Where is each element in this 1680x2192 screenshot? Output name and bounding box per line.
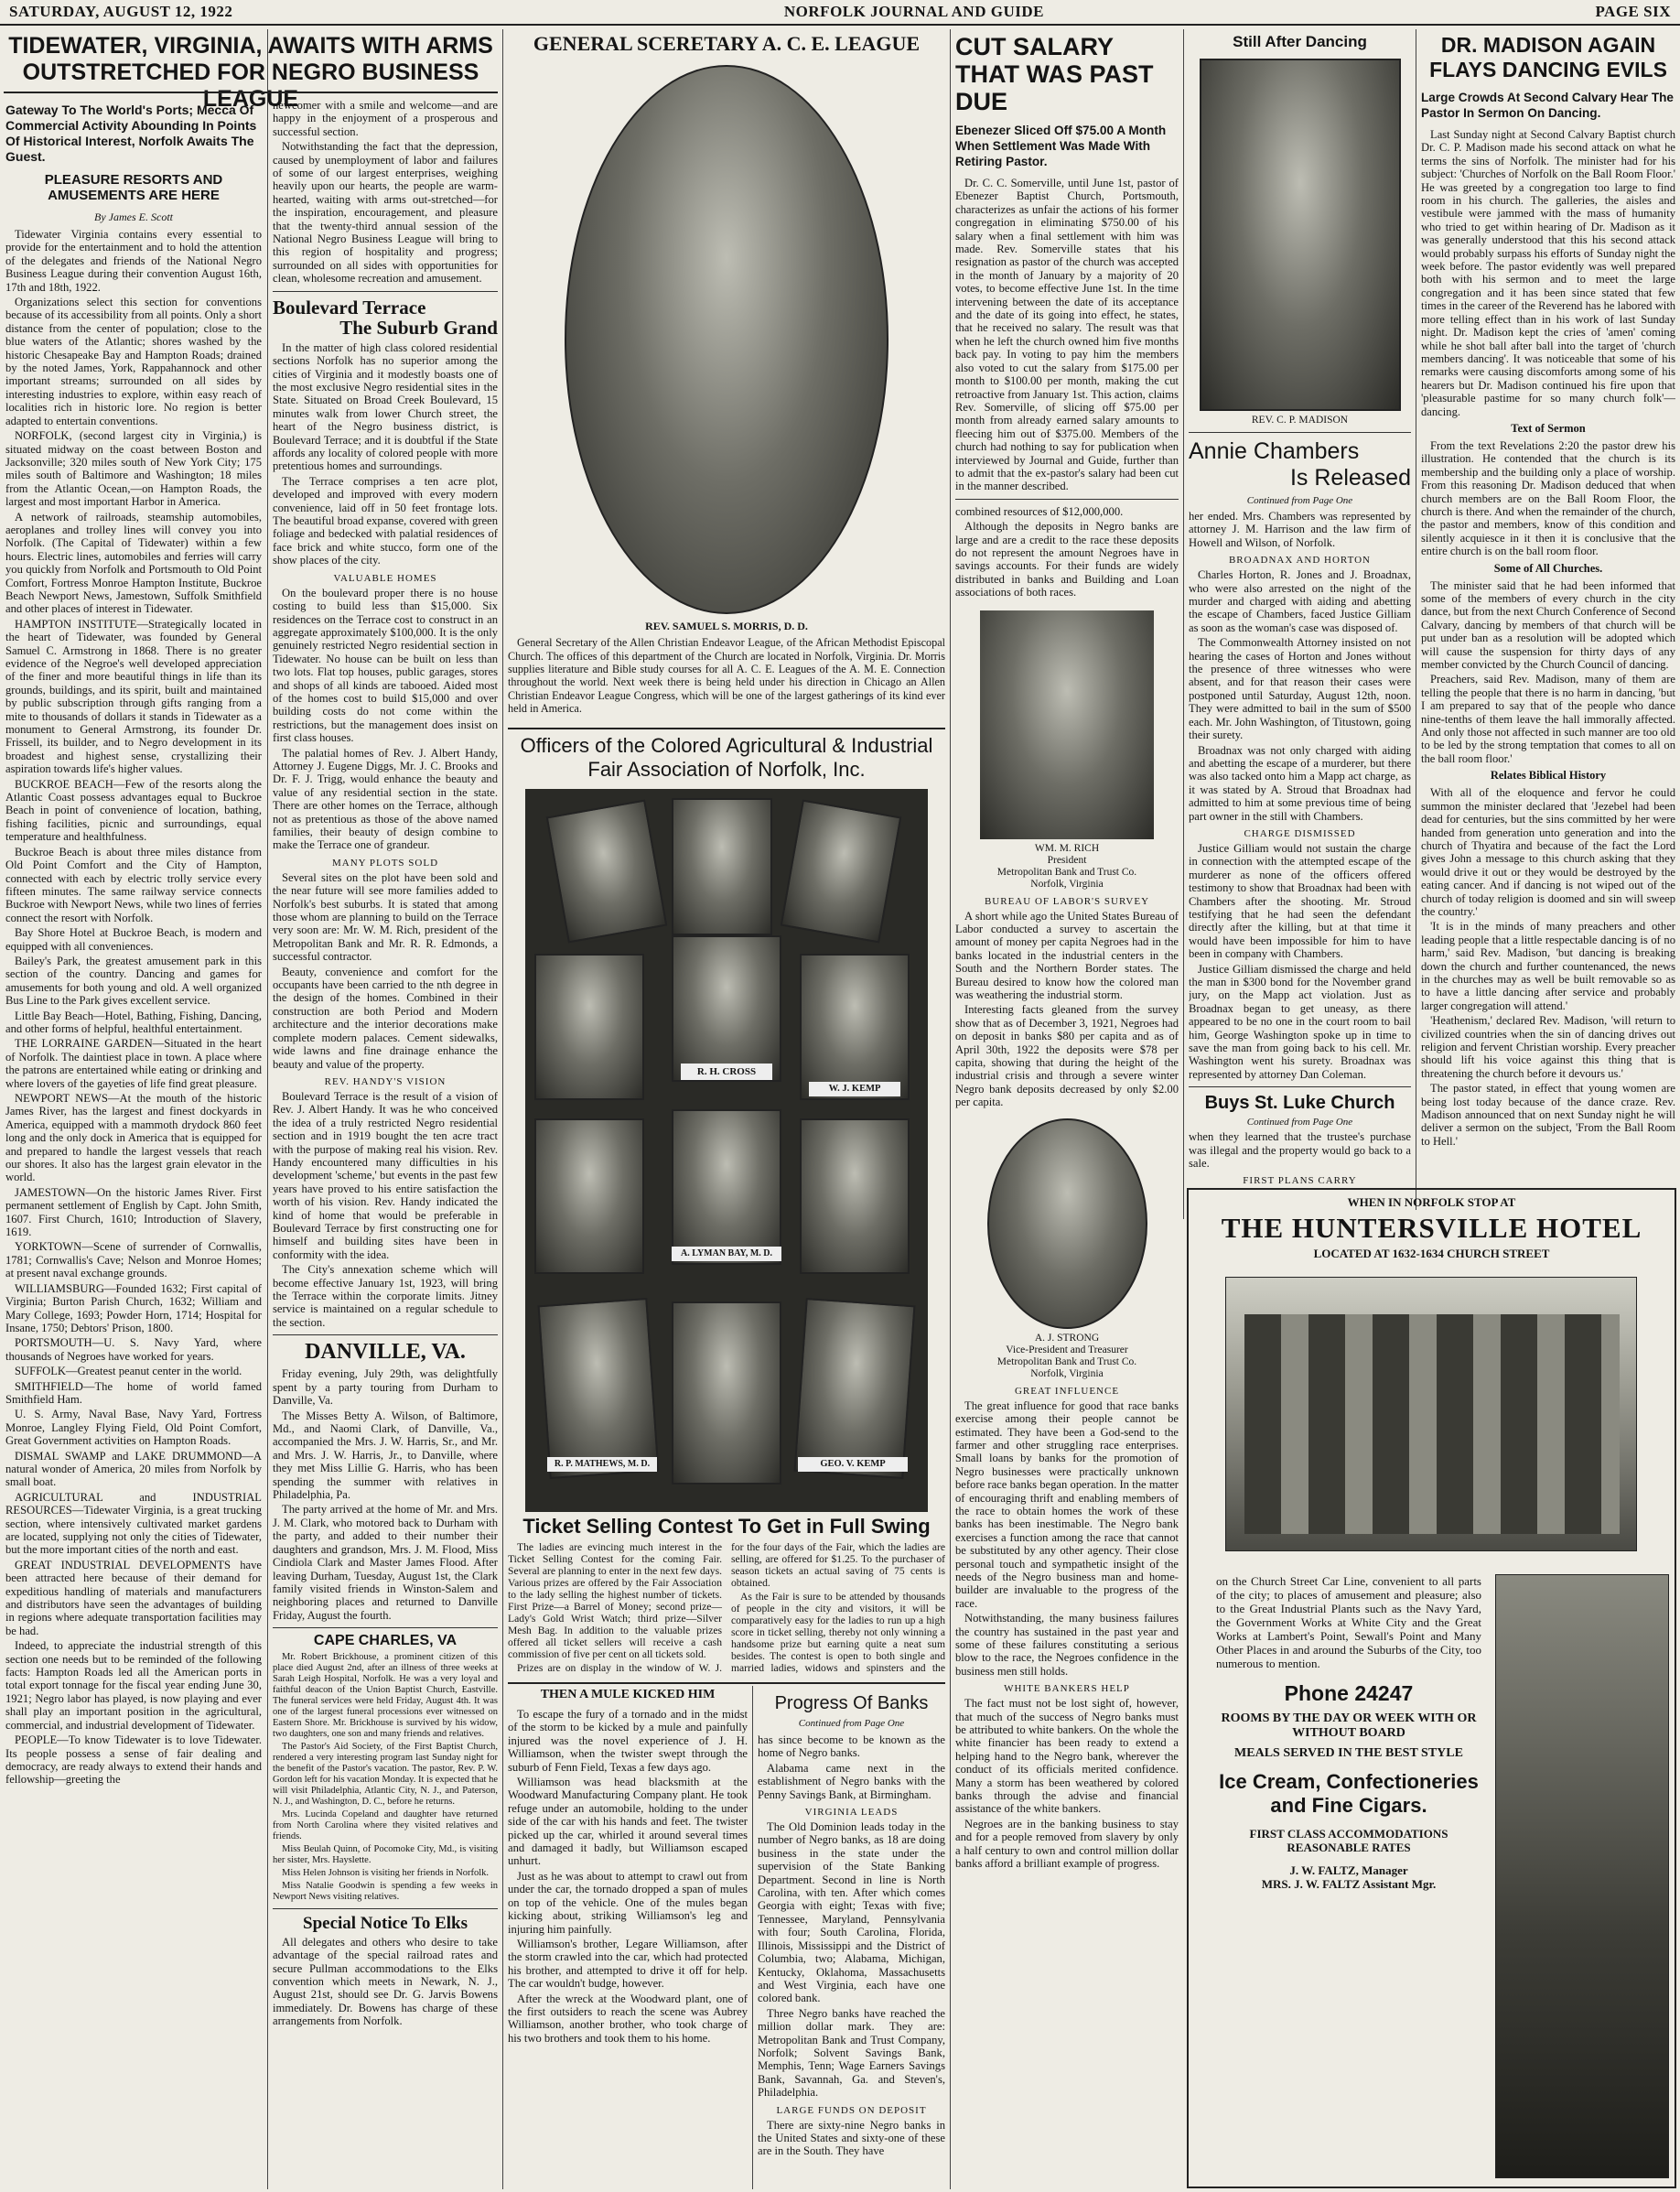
- ticket-para: for the four days of the Fair, which the ladies are selling, are offered for $1.25. To the purchaser of season tickets an actual saving of 75 cents is obtained.: [731, 1541, 945, 1589]
- tidewater-para: U. S. Army, Naval Base, Navy Yard, Fortress Monroe, Langley Flying Field, Old Point Comfort, Great Government activities on Hampton Roads.: [5, 1408, 262, 1448]
- officer-photo: [534, 1118, 644, 1274]
- madison-para: The pastor stated, in effect that young women are being lost today because of the dance craze. Rev. Madison announced that on next Sunday night he will deliver a sermon on the subject, 'From the Ball Room to Hell.': [1421, 1082, 1675, 1148]
- rich-caption: President: [1047, 854, 1087, 866]
- tidewater-para: NORFOLK, (second largest city in Virginia,) is situated midway on the coast between Boston and Jacksonville; 320 miles south of New York City; 175 miles south of Baltimore and Washington; 18 miles from the Atlantic Ocean,—on Hampton Roads, the largest and most important Harbor in America.: [5, 429, 262, 509]
- madison-section: Text of Sermon: [1511, 421, 1586, 435]
- tidewater-para: PORTSMOUTH—U. S. Navy Yard, where thousands of Negroes have worked for years.: [5, 1336, 262, 1363]
- progress-para: Alabama came next in the establishment of Negro banks with the Penny Savings Bank, at Birmingham.: [758, 1761, 945, 1801]
- cape-para: Miss Natalie Goodwin is spending a few weeks in Newport News visiting relatives.: [273, 1880, 498, 1902]
- tidewater-cont-para: Notwithstanding the fact that the depression, caused by unemployment of labor and failures of some of our largest enterprises, weighing heavily upon our hearts, the people are warm-hearted, waiting with arms out-stretched—for the inspiration, encouragement, and pleasure that the twenty-third annual session of the National Negro Business League will bring to this region of hospitality and progress; surrounded on all sides with opportunities for clean, wholesome recreation and amusement.: [273, 140, 498, 286]
- danville-para: The Misses Betty A. Wilson, of Baltimore, Md., and Naomi Clark, of Danville, Va., accompanied the Mrs. J. W. Harris, Sr., and Mr. and Mrs. J. W. Harris, Jr., to Danville, where they met Miss Lillie G. Harris, who has been spending the summer with relatives in Philadelphia, Pa.: [273, 1409, 498, 1502]
- officer-photo: [672, 798, 772, 935]
- progress-section: LARGE FUNDS ON DEPOSIT: [776, 2104, 927, 2116]
- danville-para: The party arrived at the home of Mr. and Mrs. J. M. Clark, who motored back to Durham with the party, and added to their number their daughters and grandson, Mrs. J. M. Flood, Miss Cindiola Clark and Master James Flood. After leaving Durham, Tuesday, August 1st, the Clark family visited friends in Winston-Salem and neighboring places and returned to Danville Friday, August the fourth.: [273, 1503, 498, 1622]
- madison-para: From the text Revelations 2:20 the pastor drew his illustration. He contended that the church is its membership and the building only a place of worship. From this reasoning Dr. Madison deduced that when church members are on the Ball Room Floor, the church is there. And when the remainder of the church, the pastor and members, know of this condition and silently acquiesce in it then it is conclusive that the entire church is on the ball room floor.: [1421, 438, 1675, 558]
- progress-section: VIRGINIA LEADS: [804, 1807, 899, 1819]
- dancing-photo-headline: Still After Dancing: [1233, 33, 1367, 50]
- hotel-photo: [1225, 1277, 1637, 1551]
- annie-para: Charles Horton, R. Jones and J. Broadnax, who were also arrested on the night of the murder and charged with aiding and abetting the escape of Chambers, faced Justice Gilliam as soon as the woman's case was disposed of.: [1189, 568, 1411, 634]
- tidewater-para: THE LORRAINE GARDEN—Situated in the heart of Norfolk. The daintiest place in town. A place where the patrons are entertained while eating or drinking and where lovers of the gayeties of life find great pleasure.: [5, 1037, 262, 1090]
- cape-para: Mrs. Lucinda Copeland and daughter have returned from North Carolina where they visited relatives and friends.: [273, 1809, 498, 1841]
- strong-caption: Vice-President and Treasurer: [1006, 1344, 1128, 1355]
- rich-portrait: [980, 610, 1154, 839]
- boulevard-para: On the boulevard proper there is no house costing to build less than $15,000. Six residences on the Terrace cost to construct in an aggregate approximately $100,000. It is the only genuinely restricted Negro residential section in Tidewater. No house can be built on less than two lots. Flat top houses, public garages, stores and shops of all kinds are tabooed. Aided most of the homes cost to build $15,000 and over building costs do not come within the restrictions, but the management does insist on first class houses.: [273, 586, 498, 745]
- mule-para: Williamson was head blacksmith at the Woodward Manufacturing Company plant. He took refuge under an automobile, holding to the under side of the car with his hands and feet. The twister picked up the car, whirled it around several times and damaged it badly, but Williamson escaped unhurt.: [508, 1776, 748, 1868]
- annie-headline-1: Annie Chambers: [1189, 438, 1360, 464]
- madison-deck: Large Crowds At Second Calvary Hear The Pastor In Sermon On Dancing.: [1421, 91, 1674, 120]
- madison-para: Last Sunday night at Second Calvary Baptist church Dr. C. P. Madison made his second attack on what he terms the sins of Norfolk. The minister had for his subject: 'Churches of Norfolk on the Ball Room Floor.' He was greeted by a congregation too large to find room in his church. The galleries, the aisles and vestibule were jammed with the mass of humanity who tried to get within hearing of Dr. Madison as it was generally understood that this his second attack would probably surpass his efforts of Sunday night the week before. The pastor evidently was well prepared both with his sermon and to meet the large congregation and it has been since stated that few times in the career of the Reverend has he labored with more telling effect than in his work of last Sunday night. Dr. Madison kept the cries of 'amen' coming while he shot ball after ball into the target of 'church members dancing'. It was noticeable that some of his remarks were causing discomforts among some of his hearers but Dr. Madison continued his fire upon that 'pleasurable pastime for so many church folk'—dancing.: [1421, 128, 1675, 418]
- tidewater-para: YORKTOWN—Scene of surrender of Cornwallis, 1781; Cornwallis's Cave; Nelson and Monroe Homes; at present naval exchange grounds.: [5, 1240, 262, 1280]
- masthead-date: SATURDAY, AUGUST 12, 1922: [9, 3, 233, 20]
- divider: [273, 1908, 498, 1909]
- elks-headline: Special Notice To Elks: [303, 1913, 468, 1933]
- madison-headline: DR. MADISON AGAIN FLAYS DANCING EVILS: [1429, 33, 1667, 81]
- divider: [955, 499, 1179, 500]
- tidewater-para: Indeed, to appreciate the industrial strength of this section one needs but to be reminded of the following facts: Hampton Roads led all the American ports in total export tonnage for the fiscal year ending June 30, 1921; Negro labor has played, is now playing and ever shall play an important position in the agricultural, commercial, and industrial development of Tidewater.: [5, 1639, 262, 1732]
- boulevard-para: Beauty, convenience and comfort for the occupants have been carried to the nth degree in the design of the homes. Combined in their construction are both Period and Modern architecture and the interior decorations make complete modern palaces. Cement sidewalks, wide lawns and fine drainage enhance the beauty and value of the property.: [273, 965, 498, 1071]
- tidewater-para: SUFFOLK—Greatest peanut center in the world.: [15, 1365, 242, 1378]
- annie-cont: Continued from Page One: [1246, 495, 1353, 506]
- boulevard-section: VALUABLE HOMES: [333, 572, 437, 584]
- banks-para: Although the deposits in Negro banks are large and are a credit to the race these deposits do not represent the amount Negroes have in savings accounts. For their funds are widely distributed in banks and Building and Loan associations of both races.: [955, 520, 1179, 599]
- officer-label: R. H. CROSS: [681, 1064, 772, 1080]
- officer-photo: [672, 1109, 781, 1265]
- tidewater-para: Organizations select this section for conventions because of its accessibility from all points. Only a short distance from the center of population; close to the blue waters of the Atlantic; shores washed by the historic Chesapeake Bay and Hampton Roads; drained by the noted James, York, Rappahannock and other important streams; surrounded on all sides by interesting industries to explore, within easy reach of localities rich in historic lore. No region is better adapted to entertain conventions.: [5, 296, 262, 427]
- cape-para: Mr. Robert Brickhouse, a prominent citizen of this place died August 2nd, after an illness of three weeks at Sarah Leigh Hospital, Norfolk. He was a very loyal and faithful deacon of the Union Baptist Church, Eastville. The funeral services were held Friday, August 4th. It was one of the largest funeral processions ever witnessed on Eastern Shore. Mr. Brickhouse is survived by his widow, two daughters, one son and many friends and relatives.: [273, 1651, 498, 1739]
- madison-para: With all of the eloquence and fervor he could summon the minister declared that 'Jezebel had been dead for centuries, but the sins committed by her were handed from generation unto generation and into the church of Thyatira and because of the fact the Lord gives John a message to this church asking that they would drive it out or they would be destroyed by the eating cancer. And if dancing is not wiped out of the church of today religion is doomed and sin will sweep the country.': [1421, 786, 1675, 918]
- hotel-location: LOCATED AT 1632-1634 CHURCH STREET: [1313, 1247, 1550, 1260]
- annie-headline-2: Is Released: [1289, 465, 1411, 491]
- salary-headline: CUT SALARY THAT WAS PAST DUE: [955, 33, 1154, 115]
- ace-story: [508, 33, 945, 747]
- ticket-headline: Ticket Selling Contest To Get in Full Swing: [522, 1515, 931, 1538]
- officer-label: A. LYMAN BAY, M. D.: [672, 1247, 781, 1261]
- cape-para: The Pastor's Aid Society, of the First Baptist Church, rendered a very interesting program last Sunday night for the benefit of the Pastor's vacation. The pastor, Rev. P. W. Gordon left for his vacation Monday. It is expected that he will visit Philadelphia, Atlantic City, N. J., and Paterson, N. J., and Washington, D. C., before he returns.: [273, 1741, 498, 1807]
- hotel-building: [1244, 1314, 1620, 1534]
- banks-section: BUREAU OF LABOR'S SURVEY: [984, 895, 1150, 907]
- officer-label: R. P. MATHEWS, M. D.: [547, 1457, 657, 1472]
- madison-column: [1421, 33, 1675, 1186]
- tidewater-para: JAMESTOWN—On the historic James River. First permanent settlement of English by Capt. John Smith, 1607. First Church, 1610; Introduction of Slavery, 1619.: [5, 1185, 262, 1239]
- annie-para: her ended. Mrs. Chambers was represented by attorney J. M. Harrison and the law firm of Howell and Wilson, of Norfolk.: [1189, 510, 1411, 549]
- progress-headline: Progress Of Banks: [774, 1693, 929, 1713]
- officer-photo: [800, 954, 910, 1100]
- tidewater-para: HAMPTON INSTITUTE—Strategically located in the heart of Tidewater, was founded by General Samuel C. Armstrong in 1868. There is no greater evidence of the Negroe's well developed appreciation of the finer and more beautiful things in life than its grounds, buildings, and its spirit, built and maintained by public subscription through gifts ranging from a mite to thousands of dollars it stands in Tidewater as a monument to General Armstrong, its founder Dr. Frissell, its builder, and to Negro development in its broadest and highest sense, crystallizing their aspiration towards life's higher values.: [5, 617, 262, 776]
- cape-headline: CAPE CHARLES, VA: [313, 1633, 458, 1649]
- stluke-cont: Continued from Page One: [1246, 1117, 1353, 1128]
- morris-portrait: [565, 65, 888, 614]
- ticket-para: As the Fair is sure to be attended by thousands of people in the city and visitors, it will be comparatively easy for the ladies to run up a high score in ticket selling, thereby not only winning a handsome prize but earning quite a neat sum besides. The contest is open to both single and married ladies, widows and spinsters and the: [731, 1591, 945, 1674]
- tidewater-para: Little Bay Beach—Hotel, Bathing, Fishing, Dancing, and other forms of helpful, healthful entertainment.: [5, 1009, 262, 1035]
- hotel-desc: on the Church Street Car Line, convenient to all parts of the city; to places of amusement and pleasure; also to the Great Industrial Plants such as the Navy Yard, the Government Works at White City and the Great Works at Lambert's Point, Sewall's Point and Many Other Places in and around the Suburbs of the City, too numerous to mention.: [1216, 1574, 1481, 1670]
- officer-photo: [794, 1298, 916, 1479]
- salary-column: [955, 33, 1179, 2188]
- ticket-body: [508, 1541, 945, 1675]
- annie-section: BROADNAX AND HORTON: [1228, 555, 1372, 567]
- madison-section: Relates Biblical History: [1490, 769, 1607, 783]
- divider: [1189, 1086, 1411, 1087]
- danville-para: Friday evening, July 29th, was delightfully spent by a party touring from Durham to Danville, Va.: [273, 1367, 498, 1408]
- tidewater-para: Buckroe Beach is about three miles distance from Old Point Comfort and the City of Hampton, connected with each by electric trolly service every fifteen minutes. The same railway service connects Buckroe with Newport News, while two lines of ferries connect the resort with Norfolk.: [5, 845, 262, 924]
- divider: [273, 1627, 498, 1628]
- tidewater-cont-para: newcomer with a smile and welcome—and are happy in the enjoyment of a prosperous and successful section.: [273, 99, 498, 138]
- boulevard-section: REV. HANDY'S VISION: [324, 1075, 447, 1087]
- mule-para: To escape the fury of a tornado and in the midst of the storm to be kicked by a mule and painfully injured was the novel experience of J. H. Williamson, when the twister swept through the suburb of Fenn Field, Texas a few days ago.: [508, 1708, 748, 1774]
- madison-para: 'Heathenism,' declared Rev. Madison, 'will return to civilized countries when the sin of dancing drives out religion and fervent Christian worship. Every preacher should lift his voice against this thing that is threatening the church before it devours us.': [1421, 1014, 1675, 1080]
- divider: [508, 1682, 945, 1684]
- tidewater-para: PEOPLE—To know Tidewater is to love Tidewater. Its people possess a sense of fair dealing and democracy, are ready always to extend their hands and fellowship—greeting the: [5, 1733, 262, 1787]
- banks-para: A short while ago the United States Bureau of Labor conducted a survey to ascertain the amount of money per capita Negroes had in the banks located in the industrial centers in the South and the Northern Border states. The Bureau desired to know how the colored man was weathering the industrial storm.: [955, 909, 1179, 1002]
- strong-caption: Norfolk, Virginia: [1030, 1367, 1104, 1379]
- masthead: [0, 0, 1680, 26]
- madison-para: Preachers, said Rev. Madison, many of them are telling the people that there is no harm in dancing, 'but I am prepared to say that of the people who dance nine-tenths of them leave the hall immorally affected. And only those not affected in such manner are too old to be led by the strong temptation that comes to all on the ball room floor.': [1421, 673, 1675, 765]
- officer-photo: [538, 1298, 660, 1479]
- headline-rule: [4, 92, 498, 93]
- cape-para: Miss Helen Johnson is visiting her friends in Norfolk.: [282, 1867, 490, 1878]
- ticket-col: [731, 1541, 945, 1675]
- strong-caption: Metropolitan Bank and Trust Co.: [996, 1355, 1137, 1367]
- hotel-cigars: Ice Cream, Confectioneries and Fine Cigars.: [1219, 1770, 1479, 1817]
- annie-para: The Commonwealth Attorney insisted on not hearing the cases of Horton and Jones without the presence of three witnesses who were absent, and for that reason their cases were postponed until Saturday, August 12th, noon. They were admitted to bail in the sum of $500 each. Mr. John Washington, of Titustown, going their surety.: [1189, 636, 1411, 742]
- tidewater-para: DISMAL SWAMP and LAKE DRUMMOND—A natural wonder of America, 20 miles from Norfolk by small boat.: [5, 1449, 262, 1489]
- ace-caption: REV. SAMUEL S. MORRIS, D. D.: [645, 620, 808, 633]
- banks-para: Notwithstanding, the many business failures the country has sustained in the past year and some of these failures constituting a serious blow to the race, the Negroes confidence in the business men still holds.: [955, 1612, 1179, 1678]
- hotel-ad: [1187, 1188, 1676, 2188]
- hotel-text: [1216, 1574, 1481, 1891]
- ace-para: General Secretary of the Allen Christian Endeavor League, of the African Methodist Episcopal Church. The offices of this department of the Church are located in Norfolk, Virginia. Dr. Morris supplies literature and Bible study courses for all A. C. E. Leagues of the A. M. E. Connection throughout the world. Next week there is being held under his direction in Chicago an Allen Christian Endeavor League Congress, which will be one of the largest gatherings of its kind ever held in America.: [508, 636, 945, 716]
- masthead-page: PAGE SIX: [1595, 3, 1671, 20]
- column-6: [1189, 33, 1411, 1186]
- ticket-para: Prizes are on display in the window of W. J.: [517, 1662, 722, 1674]
- annie-para: Justice Gilliam dismissed the charge and held the man in $300 bond for the November grand jury, on the Mapp act violation. Just as Broadnax began to get uneasy, as there appeared to be no one in the court room to bail him, George Washington spoke up in time to save the man from going back to his cell. Mr. Washington went his surety. Broadnax was represented by attorney Dan Coleman.: [1189, 962, 1411, 1081]
- stluke-headline: Buys St. Luke Church: [1204, 1093, 1395, 1114]
- boulevard-headline-1: Boulevard Terrace: [273, 296, 426, 319]
- boulevard-para: The palatial homes of Rev. J. Albert Handy, Attorney J. Eugene Diggs, Mr. J. C. Brooks and Dr. F. J. Trigg, would enhance the beauty and value of any residential section in the state. There are other homes on the Terrace, although not as pretentious as those of the above named families, their beauty of design combine to make the Terrace one of grandeur.: [273, 746, 498, 852]
- officer-photo: [672, 935, 781, 1082]
- hotel-mgr: MRS. J. W. FALTZ Assistant Mgr.: [1261, 1877, 1437, 1891]
- tidewater-column-1: [5, 99, 262, 2190]
- mule-story: [508, 1688, 748, 2189]
- madison-section: Some of All Churches.: [1493, 561, 1603, 575]
- boulevard-para: Several sites on the plot have been sold and the near future will see more families added to Norfolk's best suburbs. It is stated that among those whom are planning to build on the Terrace very soon are: Mr. W. M. Rich, president of the Metropolitan Bank and Mr. R. R. Edmonds, a successful contractor.: [273, 870, 498, 964]
- fair-collage: [525, 789, 928, 1512]
- rich-caption: Metropolitan Bank and Trust Co.: [996, 866, 1137, 878]
- hotel-rooms: ROOMS BY THE DAY OR WEEK WITH OR WITHOUT BOARD: [1221, 1711, 1477, 1740]
- tidewater-para: Bay Shore Hotel at Buckroe Beach, is modern and equipped with all conveniences.: [5, 926, 262, 953]
- tidewater-headline: TIDEWATER, VIRGINIA, AWAITS WITH ARMS OUTSTRETCHED FOR NEGRO BUSINESS LEAGUE: [8, 33, 493, 112]
- banks-para: Negroes are in the banking business to stay and for a people removed from slavery by only a half century to own and control million dollar banks afford a brilliant example of progress.: [955, 1817, 1179, 1871]
- ace-headline: GENERAL SCERETARY A. C. E. LEAGUE: [533, 33, 921, 55]
- tidewater-deck: Gateway To The World's Ports; Mecca Of Commercial Activity Abounding In Points Of Historical Interest, Norfolk Awaits The Guest.: [5, 103, 257, 164]
- banks-para: combined resources of $12,000,000.: [955, 504, 1124, 518]
- ticket-story: [508, 1515, 945, 1675]
- officer-photo: [672, 1301, 781, 1485]
- tidewater-para: GREAT INDUSTRIAL DEVELOPMENTS have been attracted here because of their demand for expeditious handling of materials and manufacturers and distributors have seen the advantages of building in regions where adequate transportation facilities may be had.: [5, 1558, 262, 1637]
- elks-para: All delegates and others who desire to take advantage of the special railroad rates and secure Pullman accommodations to the Elks convention which meets in Newark, N. J., August 21st, should see Dr. G. Jarvis Bowens immediately. Dr. Bowens has charge of these arrangements from Norfolk.: [273, 1935, 498, 2028]
- tidewater-para: NEWPORT NEWS—At the mouth of the historic James River, has the largest and finest dockyards in America, equipped with a mammoth drydock 860 feet long and the only dock in America that is equipped for and prepared to handle the largest vessels that reach our shores. It also has the largest grain elevator in the world.: [5, 1092, 262, 1184]
- annie-para: Justice Gilliam would not sustain the charge in connection with the attempted escape of the murderer as none of the officers offered testimony to show that Broadnax had been with Chambers after the shooting. Mr. Stroud testifying that he had seen the defendant directly after the killing, but at that time it would have been impossible for him to have been in company with Chambers.: [1189, 841, 1411, 961]
- fair-headline: Officers of the Colored Agricultural & Industrial Fair Association of Norfolk, Inc.: [520, 734, 933, 781]
- boulevard-para: The Terrace comprises a ten acre plot, developed and improved with every modern convenience, laid off in 50 feet frontage lots. The beautiful broad expanse, covered with green foliage and bedecked with palatial residences of face brick and white stucco, form one of the show places of the city.: [273, 474, 498, 567]
- strong-caption: A. J. STRONG: [1034, 1332, 1100, 1344]
- divider: [273, 291, 498, 292]
- progress-para: has since become to be known as the home of Negro banks.: [758, 1733, 945, 1760]
- column-rule: [1183, 29, 1184, 1219]
- ticket-col: [508, 1541, 722, 1675]
- boulevard-headline-2: The Suburb Grand: [339, 316, 498, 339]
- annie-section: CHARGE DISMISSED: [1244, 827, 1356, 839]
- divider: [273, 1334, 498, 1335]
- masthead-paper: NORFOLK JOURNAL AND GUIDE: [783, 3, 1044, 20]
- tidewater-para: Tidewater Virginia contains every essential to provide for the entertainment and to hold the attention of the delegates and friends of the National Negro Business League during their convention August 16th, 17th and 18th, 1922.: [5, 228, 262, 294]
- banks-section: GREAT INFLUENCE: [1014, 1385, 1120, 1397]
- madison-para: 'It is in the minds of many preachers and other leading people that a little respectable dancing is of no harm,' said Rev. Madison, 'but dancing is breaking down the church and further countenanced, the news in the churches may as well be built removable so as to have a little dancing after service and probably larger congregation will attend.': [1421, 920, 1675, 1012]
- annie-para: Broadnax was not only charged with aiding and abetting the escape of a murderer, but there was also tacked onto him a Mapp act charge, as it was stated by A. Stroud that Broadnax had admitted to him at some previous time of being part owner in the still with Chambers.: [1189, 743, 1411, 823]
- boulevard-section: MANY PLOTS SOLD: [331, 857, 439, 869]
- banks-section: WHITE BANKERS HELP: [1004, 1683, 1130, 1695]
- strong-portrait: [987, 1118, 1147, 1329]
- column-rule: [502, 29, 503, 2189]
- divider: [508, 728, 945, 729]
- tidewater-byline: By James E. Scott: [94, 211, 173, 223]
- rich-caption: WM. M. RICH: [1034, 842, 1100, 854]
- tidewater-para: A network of railroads, steamship automobiles, aeroplanes and trolley lines will convey you into Norfolk. (The Capital of Tidewater) within a few hours. Electric lines, automobiles and ferries will carry you quickly from Norfolk and Portsmouth to Old Point Comfort, Fortress Monroe Hampton Institute, Buckroe Beach Newport News, Jamestown, Suffolk Smithfield and other places of interest in Tidewater.: [5, 510, 262, 616]
- danville-headline: DANVILLE, VA.: [305, 1340, 466, 1365]
- officer-photo: [781, 800, 902, 944]
- column-rule: [752, 1686, 753, 2189]
- progress-para: Three Negro banks have reached the million dollar mark. They are: Metropolitan Bank and Trust Company, Norfolk; Solvent Savings Bank, Memphis, Tenn; Wage Earners Savings Bank, Savannah, Ga. and Steven's, Philadelphia.: [758, 2006, 945, 2100]
- salary-para: Dr. C. C. Somerville, until June 1st, pastor of Ebenezer Baptist Church, Portsmouth, characterizes as unfair the actions of his former congregation in eliminating $750.00 of his salary when a final settlement with him was made. Rev. Somerville states that his resignation as pastor of the church was accepted in the month of January by a majority of 20 votes, to become effective June 1st. In the time intervening between the date of its acceptance and the date of its going into effect, he states, that he received no salary. The result was that when he left the church owned him five months back pay. In voting to pay him the members also voted to cut the salary from $175.00 per month to $100.00 per month, making the cut retroactive from January 1st. This action, claims Rev. Somerville, of slicing off $75.00 per month from already earned salary amounts to fleecing him out of $375.00. Members of the church had nothing to say for publication when interviewed by Journal and Guide, further than to admit that the ex-pastor's salary had been cut in the manner described.: [955, 177, 1179, 493]
- fair-officers: [508, 734, 945, 1512]
- tidewater-subhead: PLEASURE RESORTS AND AMUSEMENTS ARE HERE: [44, 172, 223, 203]
- officer-label: W. J. KEMP: [809, 1082, 900, 1096]
- banks-para: Interesting facts gleaned from the survey show that as of December 3, 1921, Negroes had on deposit in banks $80 per capita and as of April 30th, 1922 the deposits were $78 per capita, showing that during the height of the industrial crisis and through a severe winter Negro bank deposits decreased by only $2.00 per capita.: [955, 1003, 1179, 1109]
- madison-caption: REV. C. P. MADISON: [1251, 415, 1349, 426]
- column-rule: [950, 29, 951, 2189]
- hotel-pre: WHEN IN NORFOLK STOP AT: [1347, 1195, 1516, 1209]
- boulevard-para: In the matter of high class colored residential sections Norfolk has no superior among the cities of Virginia and it modestly boasts one of the most exclusive Negro residential sites in the State. Situated on Broad Creek Boulevard, 15 minutes walk from lower Church street, the heart of the Negro business district, is Boulevard Terrace; and it is doubtful if the State affords any locality of colored people with more pretentious homes and surroundings.: [273, 340, 498, 473]
- boulevard-para: The City's annexation scheme which will become effective January 1st, 1923, will bring the Terrace within the corporate limits. Jitney service is maintained on a regular schedule to the section.: [273, 1263, 498, 1329]
- stluke-section: FIRST PLANS CARRY: [1243, 1175, 1357, 1186]
- column-2: [273, 99, 498, 2190]
- tidewater-para: AGRICULTURAL and INDUSTRIAL RESOURCES—Tidewater Virginia, is a great trucking section, where intensively cultivated market gardens are located, supplying not only the cities of Tidewater, but the more important cities of the north and east.: [5, 1490, 262, 1557]
- madison-para: The minister said that he had been informed that some of the members of every church in the city dance, but from the next Church Conference of Second Calvary, dancing by members of that church will be put under ban as a resolution will be adopted which will cause the suspension for thirty days of any member convicted by the Church Council of dancing.: [1421, 578, 1675, 672]
- cape-para: Miss Beulah Quinn, of Pocomoke City, Md., is visiting her sister, Mrs. Hayslette.: [273, 1843, 498, 1865]
- banks-para: The fact must not be lost sight of, however, that much of the success of Negro banks must be attributed to white bankers. On the whole the white financier has been ready to extend a helping hand to the Negro bank, wherever the conduct of its officials merited confidence. Many a storm has been weathered by colored banks through the advise and financial assistance of the white bankers.: [955, 1697, 1179, 1816]
- mule-para: Just as he was about to attempt to crawl out from under the car, the tornado dropped a span of mules on top of the vehicle. One of the mules began kicking about, striking Williamson's leg and injuring him painfully.: [508, 1869, 748, 1936]
- officer-photo: [800, 1118, 910, 1274]
- hotel-mgr: J. W. FALTZ, Manager: [1289, 1863, 1408, 1877]
- tidewater-para: WILLIAMSBURG—Founded 1632; First capital of Virginia; Burton Parish Church, 1632; William and Mary College, 1693; Powder Horn, 1714; Hospital for Insane, 1750; Debtors' Prison, 1800.: [5, 1281, 262, 1334]
- hotel-name: THE HUNTERSVILLE HOTEL: [1221, 1212, 1642, 1244]
- mule-para: Williamson's brother, Legare Williamson, after the storm crawled into the car, which had protected his brother, and attempted to drive it off for help. The car wouldn't budge, however.: [508, 1937, 748, 1991]
- progress-story: [758, 1688, 945, 2189]
- column-rule: [267, 29, 268, 2189]
- progress-para: The Old Dominion leads today in the number of Negro banks, as 18 are doing business in the state under the supervision of the State Banking Department. Second in line is North Carolina, with ten. After which comes Georgia with eight; Texas with five; Tennessee, Maryland, Pennsylvania with four; South Carolina, Florida, Illinois, Mississippi and the District of Columbia, two; Alabama, Michigan, Kentucky, Oklahoma, Massachusetts and West Virginia, each have one colored bank.: [758, 1820, 945, 2005]
- hotel-meals: MEALS SERVED IN THE BEST STYLE: [1234, 1746, 1463, 1760]
- officer-photo: [534, 954, 644, 1100]
- mule-para: After the wreck at the Woodward plant, one of the first outsiders to reach the scene was Aubrey Williamson, another brother, who took charge of his two brothers and took them to his home.: [508, 1992, 748, 2045]
- salary-deck: Ebenezer Sliced Off $75.00 A Month When Settlement Was Made With Retiring Pastor.: [955, 124, 1167, 168]
- hotel-first: FIRST CLASS ACCOMMODATIONS REASONABLE RATES: [1249, 1827, 1448, 1854]
- boulevard-para: Boulevard Terrace is the result of a vision of Rev. J. Albert Handy. It was he who conceived the idea of a truly restricted Negro residential section and in 1919 bought the ten acre tract with the purpose of making real his vision. Rev. Handy encountered many difficulties in his development 'scheme,' but events in the past few years have proved to his entire satisfaction the worth of his vision. Rev. Handy indicated the kind of home that would be preferable in Boulevard Terrace by first constructing one for himself and building sites have been in conformity with the idea.: [273, 1089, 498, 1261]
- tidewater-para: BUCKROE BEACH—Few of the resorts along the Atlantic Coast possess advantages equal to Buckroe Beach in point of convenience of location, bathing, fishing facilities, picnic and surroundings, equal temperature and healthfulness.: [5, 777, 262, 844]
- officer-label: GEO. V. KEMP: [798, 1457, 908, 1472]
- madison-portrait: [1200, 59, 1401, 411]
- tidewater-para: Bailey's Park, the greatest amusement park in this section of the country. Dancing and games for amusements for both young and old. A well organized Bus Line to the Park gives excellent service.: [5, 954, 262, 1008]
- hotel-phone: Phone 24247: [1284, 1681, 1414, 1705]
- ticket-para: The ladies are evincing much interest in the Ticket Selling Contest for the coming Fair. Several are planning to enter in the next few days. Various prizes are offered by the Fair Association to the lady selling the highest number of tickets. First Prize—a Barrel of Money; second prize—Lady's Gold Wrist Watch; third prize—Silver Mesh Bag. In addition to the valuable prizes offered all ticket sellers will receive a cash commission of five per cent on all tickets sold.: [508, 1541, 722, 1660]
- tidewater-body: [5, 228, 262, 1787]
- cape-body: [273, 1652, 498, 1903]
- progress-cont: Continued from Page One: [798, 1718, 905, 1729]
- tidewater-para: SMITHFIELD—The home of world famed Smithfield Ham.: [5, 1379, 262, 1406]
- stluke-para: when they learned that the trustee's purchase was illegal and the property would go back to a sale.: [1189, 1130, 1411, 1171]
- mule-headline: THEN A MULE KICKED HIM: [540, 1688, 716, 1701]
- divider: [1189, 432, 1411, 433]
- officer-photo: [546, 800, 668, 944]
- hotel-interior-photo: [1495, 1574, 1669, 2178]
- progress-para: There are sixty-nine Negro banks in the United States and sixty-one of these are in the South. They have: [758, 2118, 945, 2158]
- rich-caption: Norfolk, Virginia: [1030, 878, 1104, 890]
- banks-para: The great influence for good that race banks exercise among their people cannot be estimated. They have been a God-send to the farmer and other struggling race enterprises. Small loans by banks for the promotion of Negro businesses were practically unknown before race banks began operation. In the matter of encouraging thrift and enabling members of the race to obtain homes the work of these banks has been inestimable. The Negro bank exercises a function among the race that cannot be substituted by any other agency. Their close personal touch and sympathetic insight of the needs of the Negro business man and home-builder are invaluable to the progress of the race.: [955, 1398, 1179, 1610]
